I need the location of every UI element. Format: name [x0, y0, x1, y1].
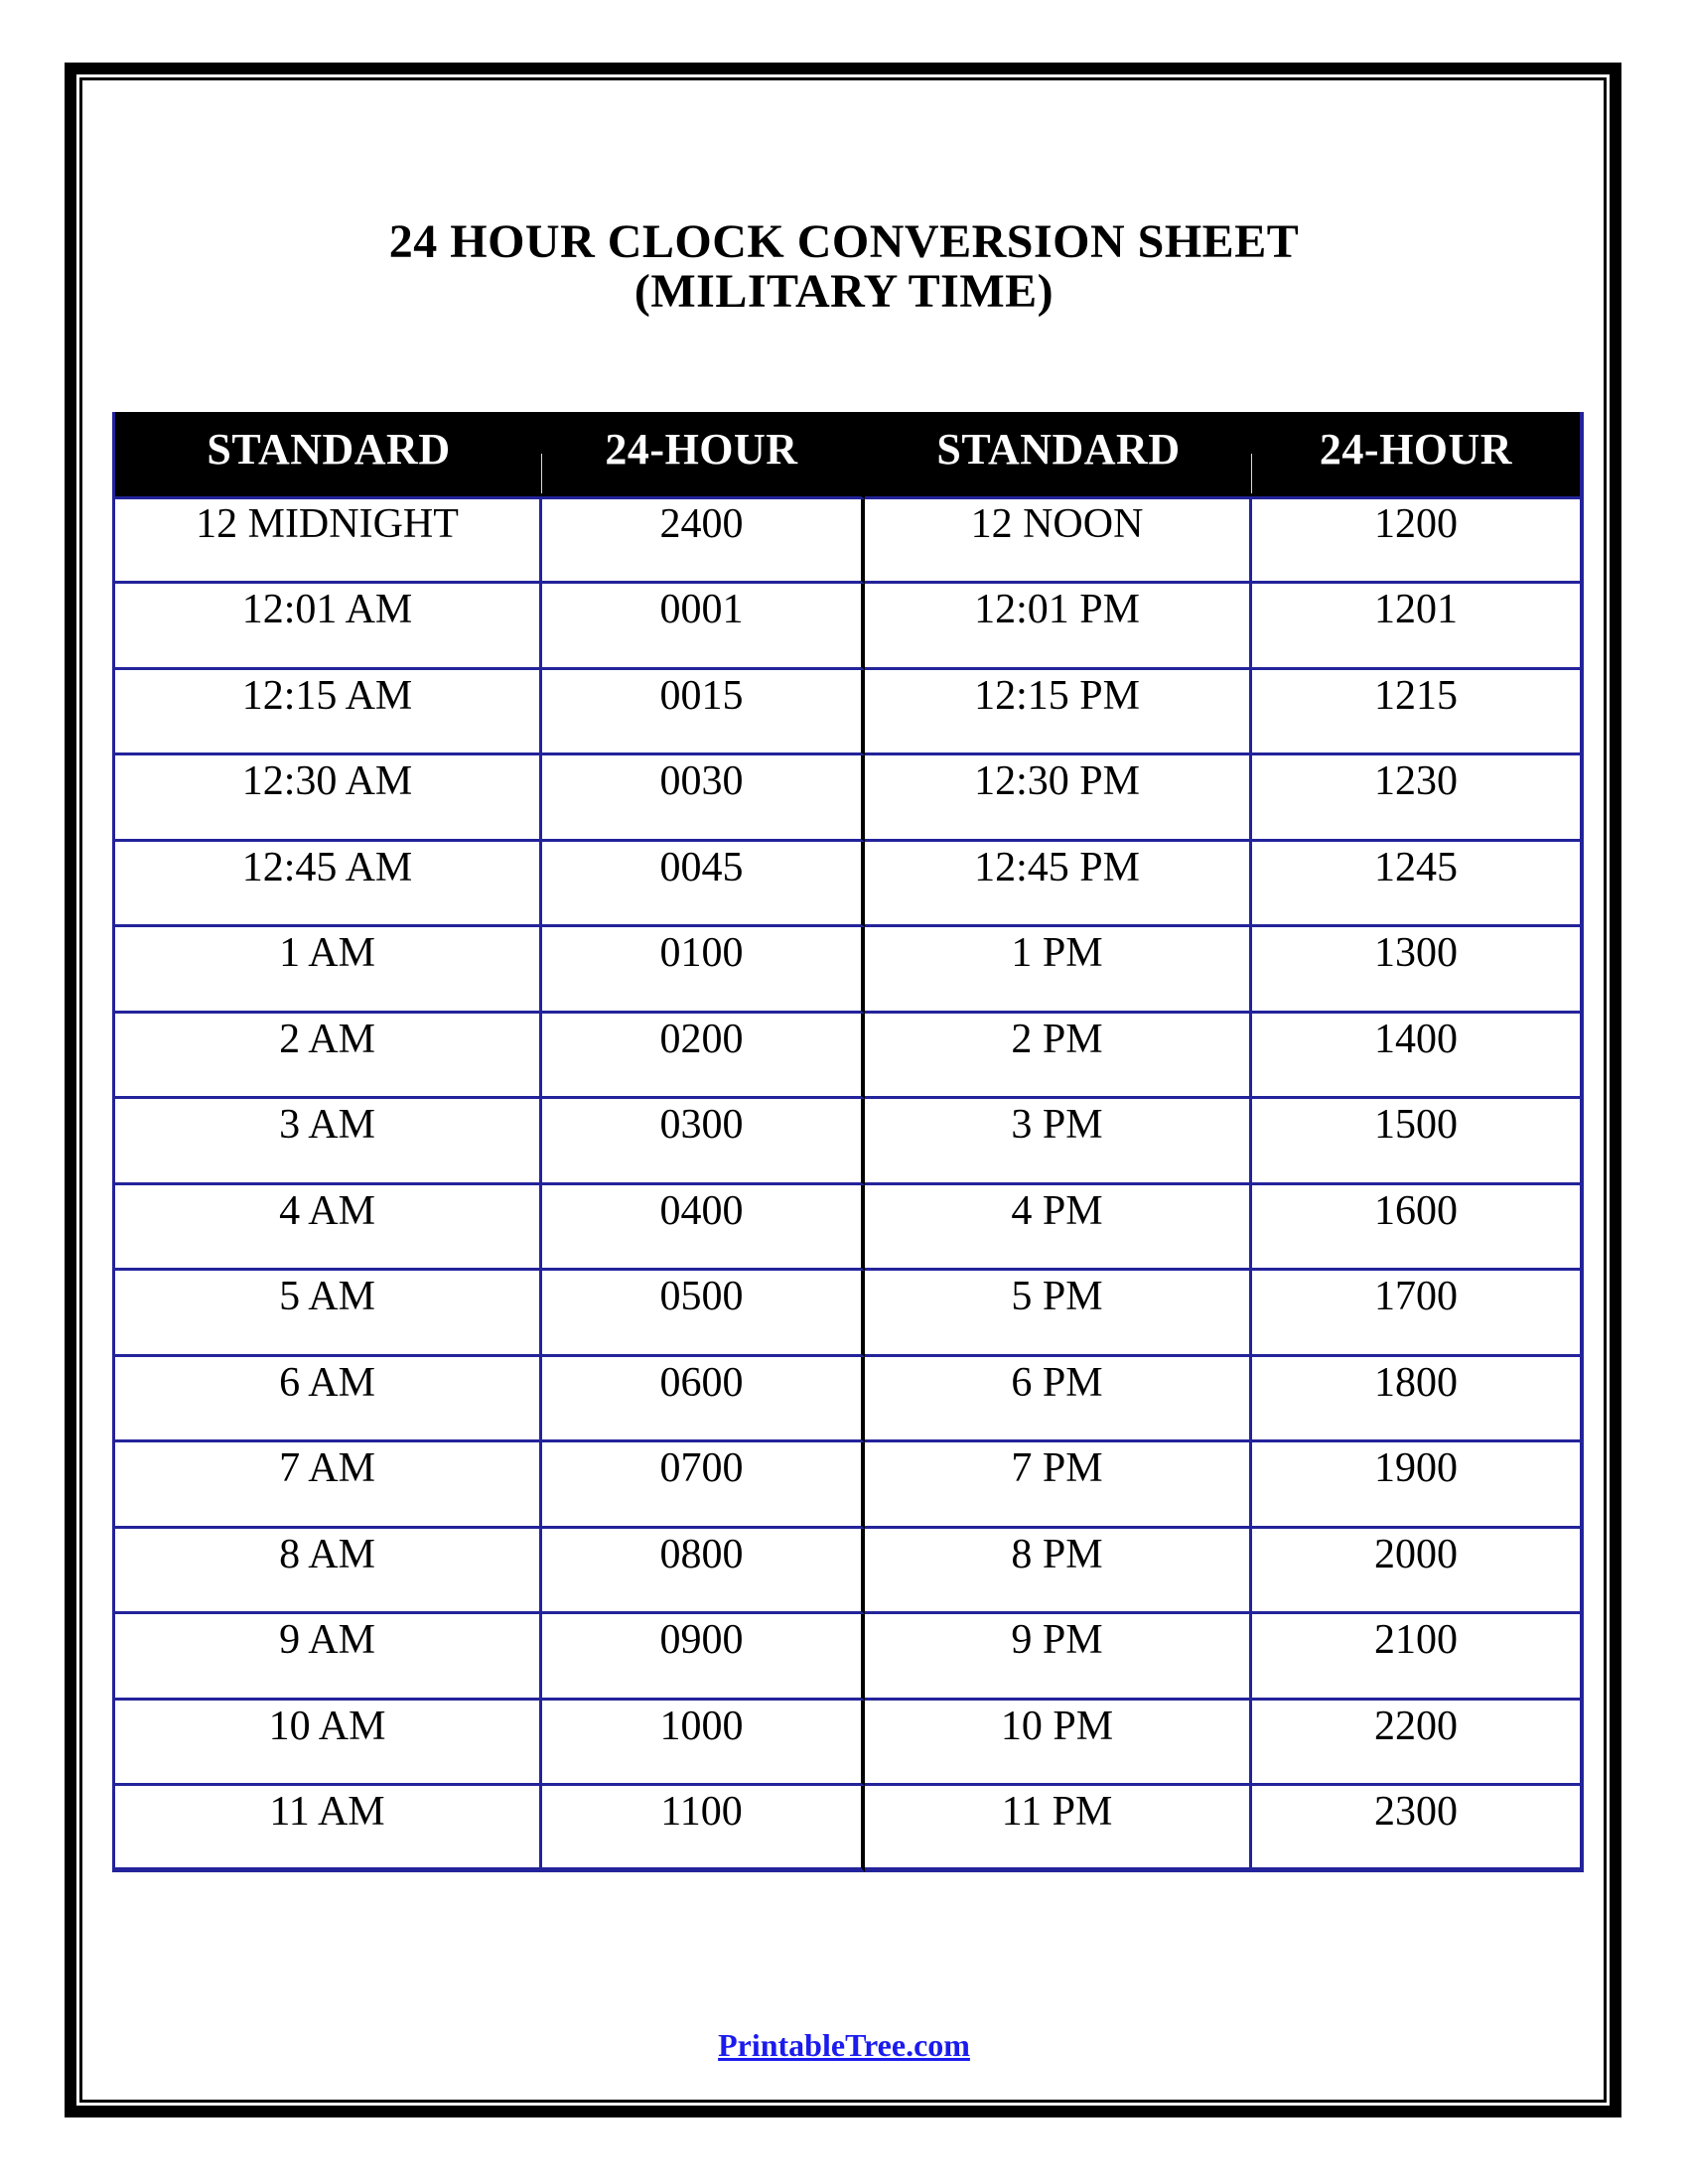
footer	[0, 2027, 1688, 2064]
table-cell-r6-c4: 1300	[1252, 927, 1580, 1014]
table-cell-r15-c1: 10 AM	[115, 1701, 542, 1787]
table-cell-r13-c3: 8 PM	[865, 1529, 1252, 1615]
table-cell-r4-c4: 1230	[1252, 755, 1580, 842]
table-cell-r8-c4: 1500	[1252, 1099, 1580, 1185]
table-cell-r13-c2: 0800	[542, 1529, 865, 1615]
table-cell-r14-c1: 9 AM	[115, 1614, 542, 1701]
table-cell-r4-c2: 0030	[542, 755, 865, 842]
table-cell-r3-c4: 1215	[1252, 670, 1580, 756]
column-header-4: 24-HOUR	[1252, 412, 1580, 499]
table-cell-r14-c2: 0900	[542, 1614, 865, 1701]
table-cell-r4-c1: 12:30 AM	[115, 755, 542, 842]
table-cell-r5-c4: 1245	[1252, 842, 1580, 928]
table-cell-r11-c4: 1800	[1252, 1357, 1580, 1443]
table-cell-r5-c2: 0045	[542, 842, 865, 928]
table-cell-r7-c1: 2 AM	[115, 1014, 542, 1100]
table-cell-r7-c3: 2 PM	[865, 1014, 1252, 1100]
table-cell-r9-c2: 0400	[542, 1185, 865, 1272]
table-cell-r1-c1: 12 MIDNIGHT	[115, 498, 542, 585]
table-cell-r7-c2: 0200	[542, 1014, 865, 1100]
column-header-3: STANDARD	[865, 412, 1252, 499]
table-cell-r16-c3: 11 PM	[865, 1786, 1252, 1872]
table-cell-r3-c2: 0015	[542, 670, 865, 756]
title-line-1: 24 HOUR CLOCK CONVERSION SHEET	[388, 215, 1300, 268]
conversion-table	[112, 412, 1584, 1872]
table-cell-r2-c4: 1201	[1252, 584, 1580, 670]
table-cell-r1-c4: 1200	[1252, 498, 1580, 585]
table-cell-r1-c2: 2400	[542, 498, 865, 585]
table-cell-r1-c3: 12 NOON	[865, 498, 1252, 585]
table-cell-r7-c4: 1400	[1252, 1014, 1580, 1100]
table-cell-r5-c1: 12:45 AM	[115, 842, 542, 928]
table-cell-r15-c3: 10 PM	[865, 1701, 1252, 1787]
table-cell-r10-c2: 0500	[542, 1271, 865, 1357]
table-cell-r12-c1: 7 AM	[115, 1442, 542, 1529]
table-cell-r10-c4: 1700	[1252, 1271, 1580, 1357]
table-cell-r16-c4: 2300	[1252, 1786, 1580, 1872]
table-cell-r14-c3: 9 PM	[865, 1614, 1252, 1701]
table-cell-r10-c1: 5 AM	[115, 1271, 542, 1357]
table-cell-r8-c2: 0300	[542, 1099, 865, 1185]
table-cell-r6-c2: 0100	[542, 927, 865, 1014]
table-cell-r11-c2: 0600	[542, 1357, 865, 1443]
table-cell-r9-c3: 4 PM	[865, 1185, 1252, 1272]
table-cell-r3-c1: 12:15 AM	[115, 670, 542, 756]
table-cell-r16-c1: 11 AM	[115, 1786, 542, 1872]
table-cell-r16-c2: 1100	[542, 1786, 865, 1872]
table-cell-r6-c3: 1 PM	[865, 927, 1252, 1014]
table-cell-r14-c4: 2100	[1252, 1614, 1580, 1701]
column-header-1: STANDARD	[115, 412, 542, 499]
table-cell-r3-c3: 12:15 PM	[865, 670, 1252, 756]
printabletree-link[interactable]: PrintableTree.com	[718, 2027, 970, 2063]
table-cell-r11-c1: 6 AM	[115, 1357, 542, 1443]
table-cell-r8-c3: 3 PM	[865, 1099, 1252, 1185]
table-cell-r4-c3: 12:30 PM	[865, 755, 1252, 842]
document-title	[0, 217, 1688, 318]
table-cell-r11-c3: 6 PM	[865, 1357, 1252, 1443]
table-cell-r8-c1: 3 AM	[115, 1099, 542, 1185]
table-cell-r2-c3: 12:01 PM	[865, 584, 1252, 670]
table-cell-r2-c2: 0001	[542, 584, 865, 670]
table-cell-r6-c1: 1 AM	[115, 927, 542, 1014]
title-line-2: (MILITARY TIME)	[633, 265, 1055, 319]
table-cell-r12-c3: 7 PM	[865, 1442, 1252, 1529]
table-cell-r2-c1: 12:01 AM	[115, 584, 542, 670]
table-cell-r9-c1: 4 AM	[115, 1185, 542, 1272]
table-cell-r15-c2: 1000	[542, 1701, 865, 1787]
table-cell-r5-c3: 12:45 PM	[865, 842, 1252, 928]
table-cell-r15-c4: 2200	[1252, 1701, 1580, 1787]
table-cell-r13-c4: 2000	[1252, 1529, 1580, 1615]
column-header-2: 24-HOUR	[542, 412, 865, 499]
table-cell-r9-c4: 1600	[1252, 1185, 1580, 1272]
table-cell-r13-c1: 8 AM	[115, 1529, 542, 1615]
table-cell-r10-c3: 5 PM	[865, 1271, 1252, 1357]
table-cell-r12-c2: 0700	[542, 1442, 865, 1529]
table-cell-r12-c4: 1900	[1252, 1442, 1580, 1529]
